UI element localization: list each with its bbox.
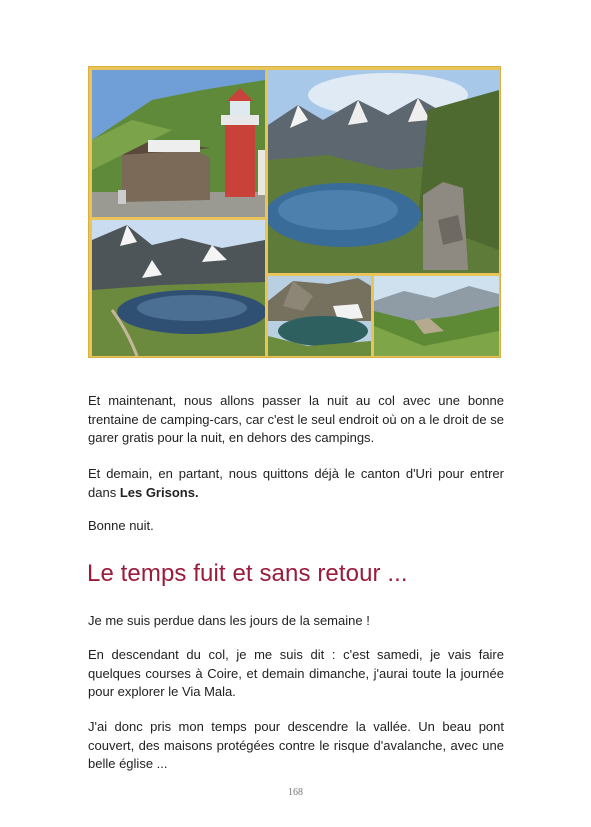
paragraph-valley: J'ai donc pris mon temps pour descendre la vallée. Un beau pont couvert, des maisons protégées contre le risque d'avalanche, avec une belle église ... — [88, 719, 504, 771]
page-number: 168 — [288, 787, 303, 798]
paragraph-descending: En descendant du col, je me suis dit : c'est samedi, je vais faire quelques courses à Coire, et demain dimanche, j'aurai toute la journée pour explorer le Via Mala. — [88, 647, 504, 699]
paragraph-leaving-uri — [88, 465, 504, 502]
paragraph-night-at-pass: Et maintenant, nous allons passer la nuit au col avec une bonne trentaine de camping-cars, car c'est le seul endroit où on a le droit de se garer gratis pour la nuit, en dehors des campings. — [88, 393, 504, 445]
paragraph-good-night: Bonne nuit. — [88, 518, 154, 533]
paragraph-lost-days: Je me suis perdue dans les jours de la semaine ! — [88, 613, 370, 628]
section-heading: Le temps fuit et sans retour ... — [87, 560, 408, 587]
photo-lighthouse — [92, 70, 265, 217]
grisons-bold: Les Grisons. — [119, 484, 199, 500]
photo-cliff-lake — [268, 276, 371, 356]
photo-mountain-lake — [268, 70, 499, 273]
paragraph-leaving-uri-text: Et demain, en partant, nous quittons déjà le canton d'Uri pour entrer dans — [88, 466, 504, 500]
photo-alpine-lake — [92, 220, 265, 356]
photo-collage — [88, 66, 501, 358]
photo-valley — [374, 276, 499, 356]
